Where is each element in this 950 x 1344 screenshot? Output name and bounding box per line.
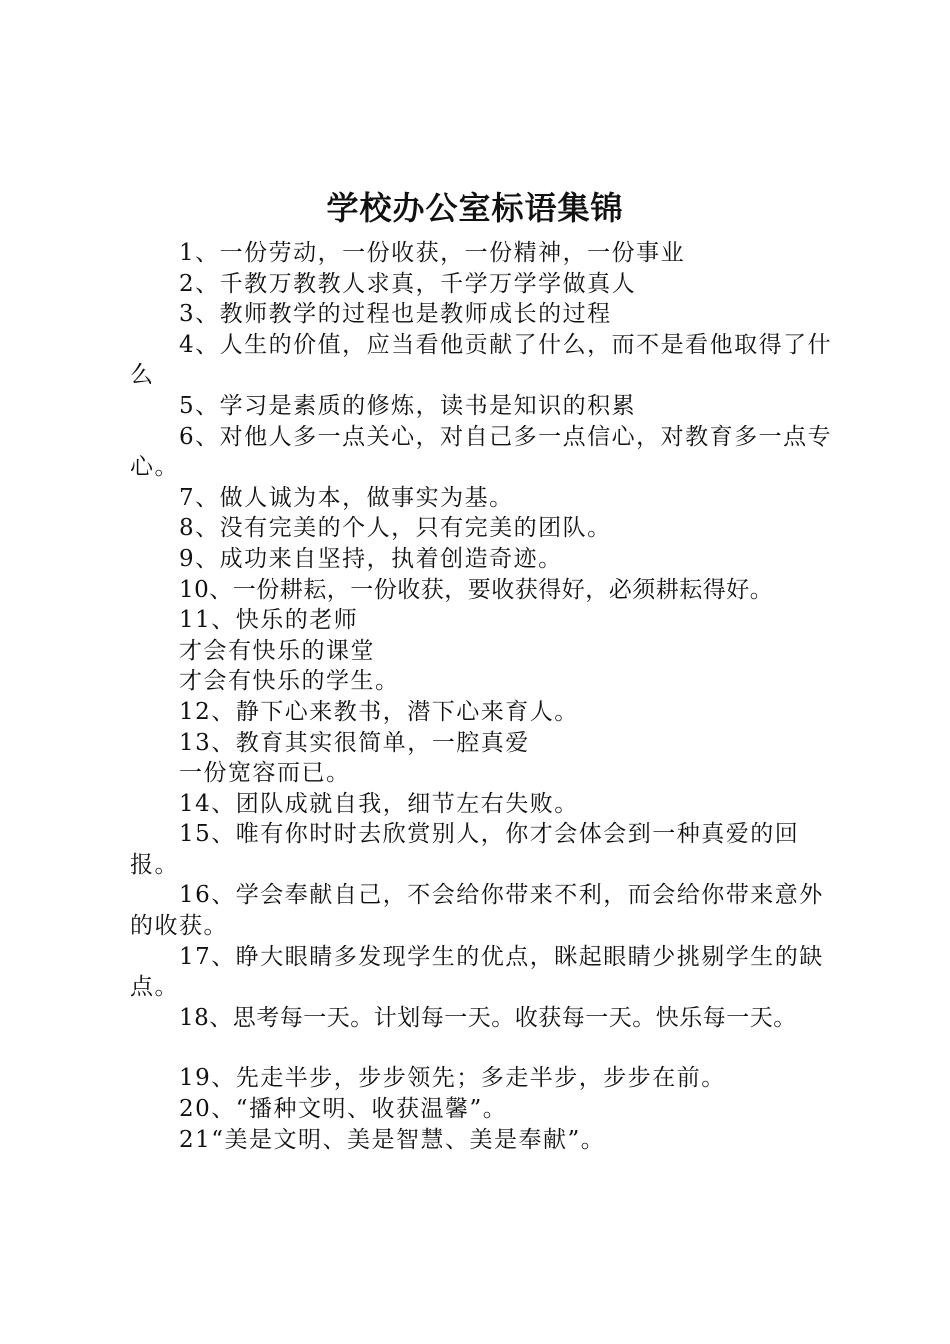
slogan-item: 17、睁大眼睛多发现学生的优点，眯起眼睛少挑剔学生的缺点。 xyxy=(130,943,824,1001)
slogan-item: 8、没有完美的个人，只有完美的团队。 xyxy=(179,515,612,542)
slogan-continuation: 才会有快乐的课堂 xyxy=(179,637,375,664)
slogan-item: 11、快乐的老师 xyxy=(179,607,359,634)
slogan-item: 16、学会奉献自己，不会给你带来不利，而会给你带来意外的收获。 xyxy=(130,882,824,940)
slogan-item: 4、人生的价值，应当看他贡献了什么，而不是看他取得了什么 xyxy=(130,331,833,389)
document-title: 学校办公室标语集锦 xyxy=(326,189,624,227)
slogan-item: 12、静下心来教书，潜下心来育人。 xyxy=(179,698,579,725)
slogan-item: 14、团队成就自我，细节左右失败。 xyxy=(179,790,579,817)
slogan-item: 18、思考每一天。计划每一天。收获每一天。快乐每一天。 xyxy=(179,1004,797,1031)
slogan-list xyxy=(130,238,834,1155)
slogan-item: 20、“播种文明、收获温馨”。 xyxy=(179,1096,508,1123)
blank-line xyxy=(130,1033,834,1063)
slogan-item: 2、千教万教教人求真，千学万学学做真人 xyxy=(179,270,637,297)
slogan-continuation: 才会有快乐的学生。 xyxy=(179,668,400,695)
slogan-item: 13、教育其实很简单，一腔真爱 xyxy=(179,729,530,756)
slogan-item: 15、唯有你时时去欣赏别人，你才会体会到一种真爱的回报。 xyxy=(130,821,800,878)
slogan-item: 10、一份耕耘，一份收获，要收获得好，必须耕耘得好。 xyxy=(179,576,774,603)
slogan-item: 3、教师教学的过程也是教师成长的过程 xyxy=(179,301,612,328)
slogan-item: 7、做人诚为本，做事实为基。 xyxy=(179,484,514,511)
slogan-item: 6、对他人多一点关心，对自己多一点信心，对教育多一点专心。 xyxy=(130,423,833,481)
slogan-item: 1、一份劳动，一份收获，一份精神，一份事业 xyxy=(179,240,686,266)
slogan-item: 19、先走半步，步步领先；多走半步，步步在前。 xyxy=(179,1065,726,1092)
slogan-continuation: 一份宽容而已。 xyxy=(179,760,351,787)
slogan-item: 5、学习是素质的修炼，读书是知识的积累 xyxy=(179,392,637,419)
slogan-item: 21“美是文明、美是智慧、美是奉献”。 xyxy=(179,1126,606,1153)
slogan-item: 9、成功来自坚持，执着创造奇迹。 xyxy=(179,545,563,572)
